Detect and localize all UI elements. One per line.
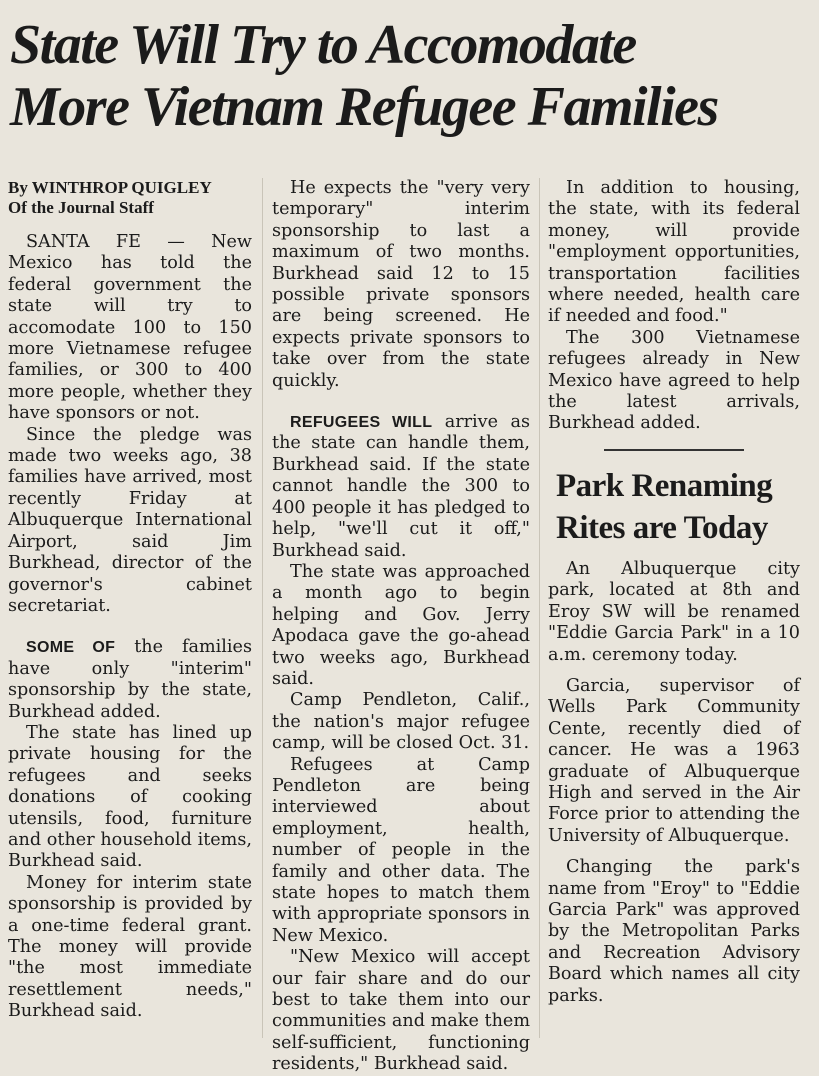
- paragraph-text: arrive as the state can handle them, Burkhead said. If the state cannot handle the 300 to 400 people it has pledged to help, "we'll cut it off," Burkhead said.: [272, 412, 530, 561]
- paragraph-text: the families have only "interim" sponsorship by the state, Burkhead added.: [8, 637, 252, 722]
- byline: [8, 178, 252, 218]
- section-divider: [604, 449, 744, 451]
- side-headline-line-2: Rites are Today: [556, 509, 768, 546]
- article-paragraph: The state has lined up private housing for the refugees and seeks donations of cooking utensils, food, furniture and other household items, Burkhead said.: [8, 722, 252, 872]
- article-paragraph: Money for interim state sponsorship is provided by a one-time federal grant. The money will provide "the most immediate resettlement needs," Burkhead said.: [8, 872, 252, 1022]
- headline-line-2: More Vietnam Refugee Families: [10, 76, 718, 138]
- article-paragraph: "New Mexico will accept our fair share and do our best to take them into our communities and make them self-sufficient, functioning residents," Burkhead said.: [272, 947, 530, 1075]
- article-column-3: [548, 178, 800, 1007]
- subhead-lead-in: REFUGEES WILL: [290, 414, 433, 432]
- byline-staff: Of the Journal Staff: [8, 198, 154, 217]
- article-paragraph: In addition to housing, the state, with its federal money, will provide "employment opportunities, transportation facilities where needed, health care if needed and food.": [548, 178, 800, 327]
- article-column-2: [272, 178, 530, 1076]
- article-paragraph: Refugees at Camp Pendleton are being interviewed about employment, health, number of people in the family and other data. The state hopes to match them with appropriate sponsors in New Mexico.: [272, 754, 530, 946]
- side-article-paragraph: Changing the park's name from "Eroy" to "Eddie Garcia Park" was approved by the Metropolitan Parks and Recreation Advisory Board which names all city parks.: [548, 857, 800, 1006]
- article-paragraph: The state was approached a month ago to begin helping and Gov. Jerry Apodaca gave the go-ahead two weeks ago, Burkhead said.: [272, 561, 530, 689]
- column-divider: [262, 178, 263, 1038]
- byline-author: By WINTHROP QUIGLEY: [8, 178, 212, 197]
- article-paragraph: Since the pledge was made two weeks ago, 38 families have arrived, most recently Friday at Albuquerque International Airport, said Jim Burkhead, director of the governor's cabinet secretariat.: [8, 424, 252, 616]
- side-headline: [556, 465, 800, 549]
- article-paragraph: [272, 412, 530, 562]
- side-article-paragraph: An Albuquerque city park, located at 8th and Eroy SW will be renamed "Eddie Garcia Park" in a 10 a.m. ceremony today.: [548, 558, 800, 665]
- article-column-1: [8, 178, 252, 1023]
- article-paragraph: [8, 637, 252, 723]
- subhead-lead-in: SOME OF: [26, 639, 116, 657]
- side-headline-line-1: Park Renaming: [556, 467, 773, 504]
- article-paragraph: He expects the "very very temporary" interim sponsorship to last a maximum of two months. Burkhead said 12 to 15 possible private sponsors are being screened. He expects private sponsors to take over from the state quickly.: [272, 178, 530, 391]
- main-headline: [10, 14, 810, 138]
- column-divider: [539, 178, 540, 1038]
- article-paragraph: Camp Pendleton, Calif., the nation's major refugee camp, will be closed Oct. 31.: [272, 690, 530, 754]
- article-paragraph: The 300 Vietnamese refugees already in New Mexico have agreed to help the latest arrivals, Burkhead added.: [548, 327, 800, 434]
- headline-line-1: State Will Try to Accomodate: [10, 14, 636, 76]
- article-paragraph: SANTA FE — New Mexico has told the federal government the state will try to accomodate 100 to 150 more Vietnamese refugee families, or 300 to 400 more people, whether they have sponsors or not.: [8, 232, 252, 424]
- side-article-paragraph: Garcia, supervisor of Wells Park Community Cente, recently died of cancer. He was a 1963 graduate of Albuquerque High and served in the Air Force prior to attending the University of Albuquerque.: [548, 675, 800, 846]
